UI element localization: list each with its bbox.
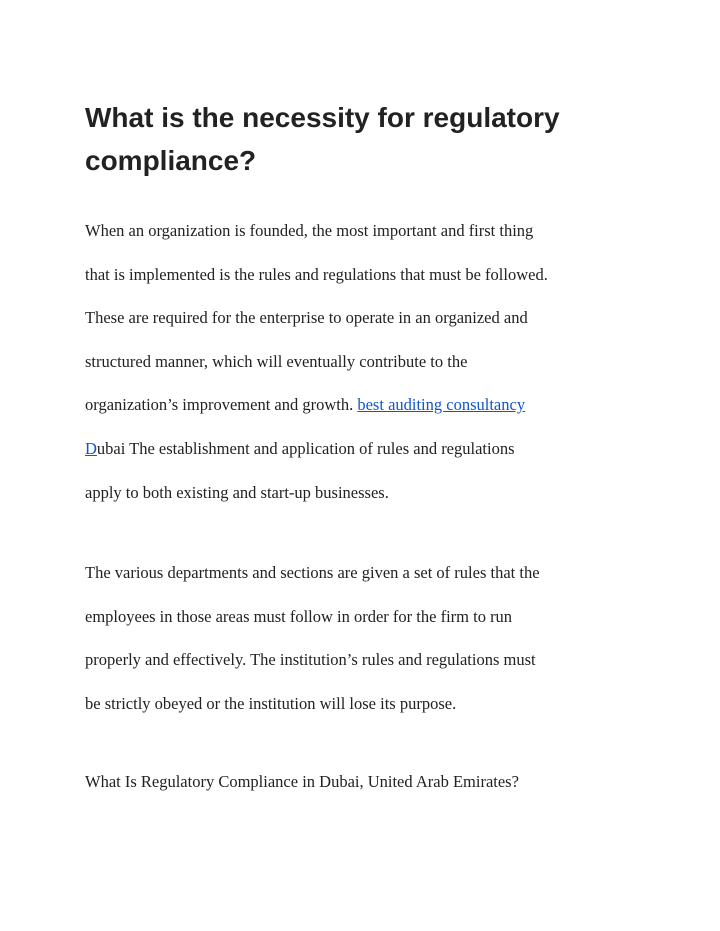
paragraph-line: structured manner, which will eventually contribute to the xyxy=(85,351,468,371)
paragraph-line: These are required for the enterprise to operate in an organized and xyxy=(85,308,528,328)
paragraph-text: ubai The establishment and application of rules and regulations xyxy=(96,438,515,458)
paragraph-text: organization’s improvement and growth. xyxy=(85,395,358,415)
title-line-2: compliance? xyxy=(85,145,257,176)
auditing-consultancy-link-continued[interactable]: D xyxy=(85,438,97,458)
paragraph-intro xyxy=(85,209,645,514)
paragraph-line: employees in those areas must follow in order for the firm to run xyxy=(85,606,513,626)
paragraph-line: The various departments and sections are given a set of rules that the xyxy=(85,563,540,582)
paragraph-line: properly and effectively. The institution’s rules and regulations must xyxy=(85,650,536,670)
paragraph-line xyxy=(85,427,645,471)
paragraph-line: be strictly obeyed or the institution will lose its purpose. xyxy=(85,693,457,713)
paragraph-line: When an organization is founded, the most important and first thing xyxy=(85,221,534,240)
title-line-1: What is the necessity for regulatory xyxy=(85,102,560,133)
page-title xyxy=(85,96,645,182)
auditing-consultancy-link[interactable]: best auditing consultancy xyxy=(357,395,526,415)
paragraph-line: What Is Regulatory Compliance in Dubai, United Arab Emirates? xyxy=(85,772,519,791)
paragraph-line: that is implemented is the rules and regulations that must be followed. xyxy=(85,264,548,284)
paragraph-departments xyxy=(85,551,645,725)
paragraph-line xyxy=(85,383,645,427)
section-subheading xyxy=(85,760,645,804)
paragraph-line: apply to both existing and start-up businesses. xyxy=(85,482,389,502)
